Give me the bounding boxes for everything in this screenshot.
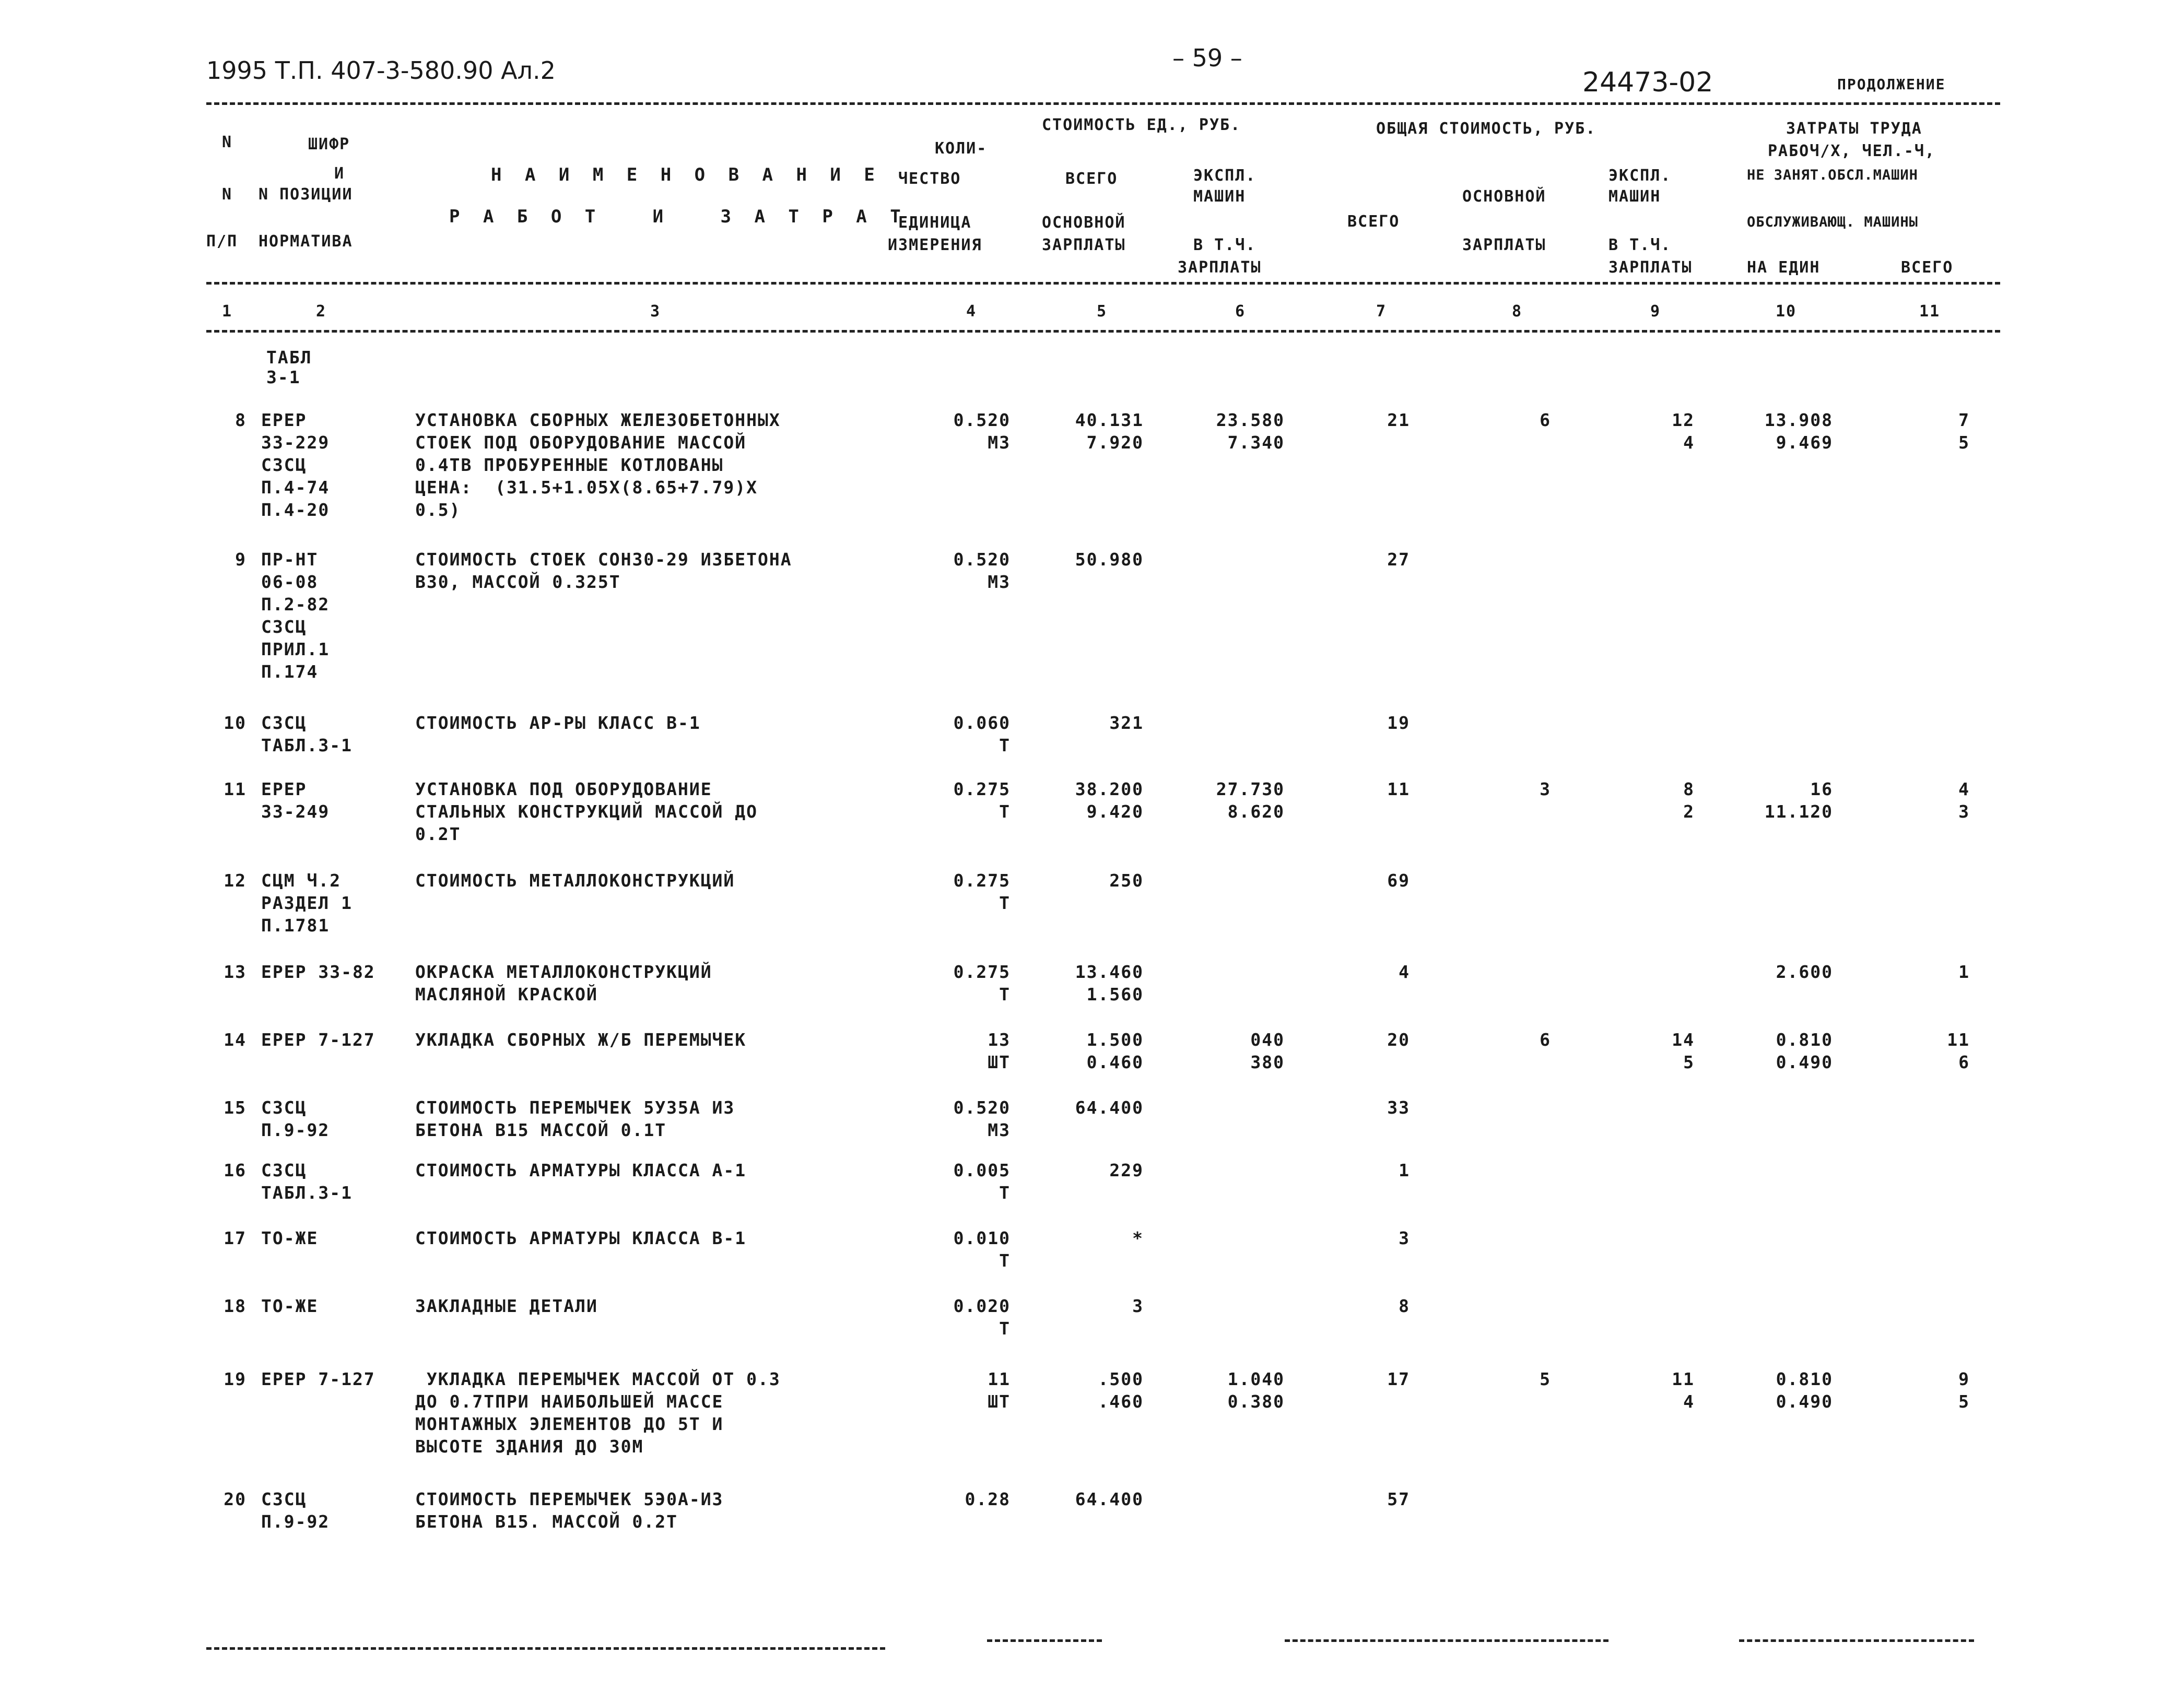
col2-header-line1: ШИФР: [308, 135, 350, 153]
cell-code: СЗСЦ: [261, 617, 307, 637]
cell-c9: 8: [1683, 779, 1695, 799]
cell-qty: Т: [999, 801, 1011, 822]
cell-qty: Т: [999, 1318, 1011, 1339]
total-cost-group-header: ОБЩАЯ СТОИМОСТЬ, РУБ.: [1376, 120, 1596, 138]
cell-name: СТОИМОСТЬ МЕТАЛЛОКОНСТРУКЦИЙ: [415, 870, 735, 891]
cell-name: ЗАКЛАДНЫЕ ДЕТАЛИ: [415, 1296, 598, 1316]
cell-name: СТОИМОСТЬ ПЕРЕМЫЧЕК 5У35А ИЗ: [415, 1097, 735, 1118]
cell-code: П.1781: [261, 915, 330, 936]
cell-c9: 2: [1683, 801, 1695, 822]
cell-c10: 0.490: [1776, 1052, 1833, 1072]
cell-c6: 7.340: [1227, 432, 1285, 453]
column-number-1: 1: [222, 302, 233, 321]
cell-qty: Т: [999, 1183, 1011, 1203]
cell-qty: ШТ: [988, 1391, 1011, 1412]
cell-c7: 19: [1387, 713, 1410, 733]
cell-name: СТОИМОСТЬ ПЕРЕМЫЧЕК 5Э0А-ИЗ: [415, 1489, 724, 1509]
cell-c6: 27.730: [1216, 779, 1285, 799]
cell-c5: 64.400: [1075, 1489, 1144, 1509]
cell-c7: 27: [1387, 549, 1410, 570]
cell-c5: 50.980: [1075, 549, 1144, 570]
header-top-rule: [206, 102, 2000, 105]
col7-header: ВСЕГО: [1347, 212, 1400, 231]
cell-num: 11: [224, 779, 246, 799]
cell-num: 15: [224, 1097, 246, 1118]
cell-code: СЗСЦ: [261, 1160, 307, 1180]
col1-header-line3: П/П: [206, 232, 238, 251]
cell-qty: Т: [999, 984, 1011, 1004]
cell-code: ПРИЛ.1: [261, 639, 330, 659]
cell-name: УКЛАДКА ПЕРЕМЫЧЕК МАССОЙ ОТ 0.3: [415, 1369, 781, 1389]
cell-name: СТОЕК ПОД ОБОРУДОВАНИЕ МАССОЙ: [415, 432, 747, 453]
cell-c5: .460: [1098, 1391, 1144, 1412]
col4-header-line2: ЧЕСТВО: [898, 170, 961, 188]
cell-c11: 5: [1958, 432, 1970, 453]
cell-qty: 0.520: [953, 410, 1011, 430]
cell-name: СТОИМОСТЬ АРМАТУРЫ КЛАССА А-1: [415, 1160, 747, 1180]
column-number-6: 6: [1235, 302, 1246, 321]
cell-c5: 40.131: [1075, 410, 1144, 430]
cell-code: СЗСЦ: [261, 713, 307, 733]
column-number-7: 7: [1376, 302, 1387, 321]
cell-name: 0.5): [415, 500, 461, 520]
cell-qty: 0.010: [953, 1228, 1011, 1248]
col9-header-line4: ЗАРПЛАТЫ: [1608, 258, 1693, 277]
cell-code: П.4-20: [261, 500, 330, 520]
cell-c6: 0.380: [1227, 1391, 1285, 1412]
col8-header-line2: ЗАРПЛАТЫ: [1462, 236, 1546, 254]
cell-name: В30, МАССОЙ 0.325Т: [415, 572, 621, 592]
cell-c7: 33: [1387, 1097, 1410, 1118]
cell-c5: 1.560: [1086, 984, 1144, 1004]
cell-c5: .500: [1098, 1369, 1144, 1389]
column-number-10: 10: [1776, 302, 1797, 321]
col6-header-line1: ЭКСПЛ.: [1193, 167, 1257, 185]
cell-c11: 7: [1958, 410, 1970, 430]
cell-c6: 380: [1250, 1052, 1285, 1072]
cell-c7: 57: [1387, 1489, 1410, 1509]
cell-c11: 11: [1947, 1030, 1970, 1050]
cell-c5: 1.500: [1086, 1030, 1144, 1050]
cell-c11: 6: [1958, 1052, 1970, 1072]
column-number-9: 9: [1650, 302, 1661, 321]
cell-num: 20: [224, 1489, 246, 1509]
cell-c11: 4: [1958, 779, 1970, 799]
cell-qty: 0.005: [953, 1160, 1011, 1180]
document-series: 1995 Т.П. 407-3-580.90 Ал.2: [206, 56, 556, 85]
cell-code: ТАБЛ.3-1: [261, 735, 353, 755]
cell-name: СТОИМОСТЬ СТОЕК СОН30-29 ИЗБЕТОНА: [415, 549, 792, 570]
cell-code: ТАБЛ.3-1: [261, 1183, 353, 1203]
cell-c7: 21: [1387, 410, 1410, 430]
cell-num: 18: [224, 1296, 246, 1316]
cell-c11: 9: [1958, 1369, 1970, 1389]
column-number-8: 8: [1512, 302, 1523, 321]
cell-code: П.174: [261, 661, 319, 682]
col5-header-line2: ОСНОВНОЙ: [1042, 214, 1126, 232]
cell-code: ТО-ЖЕ: [261, 1296, 319, 1316]
cell-code: 33-249: [261, 801, 330, 822]
cell-code: ЕРЕР: [261, 779, 307, 799]
page-number: – 59 –: [1172, 44, 1242, 72]
labor-group-header-line4: ОБСЛУЖИВАЮЩ. МАШИНЫ: [1747, 214, 1918, 230]
cell-c5: *: [1132, 1228, 1144, 1248]
col9-header-line2: МАШИН: [1608, 187, 1661, 206]
cell-code: 33-229: [261, 432, 330, 453]
cell-name: МАСЛЯНОЙ КРАСКОЙ: [415, 984, 598, 1004]
cell-c10: 13.908: [1764, 410, 1833, 430]
cell-c9: 4: [1683, 1391, 1695, 1412]
col9-header-line1: ЭКСПЛ.: [1608, 167, 1672, 185]
labor-group-header-line1: ЗАТРАТЫ ТРУДА: [1786, 120, 1922, 138]
footer-rule-left: [206, 1647, 885, 1650]
cell-c5: 64.400: [1075, 1097, 1144, 1118]
cell-name: ВЫСОТЕ ЗДАНИЯ ДО 30М: [415, 1436, 644, 1457]
cell-qty: М3: [988, 572, 1011, 592]
cell-num: 9: [235, 549, 246, 570]
cell-c5: 229: [1109, 1160, 1144, 1180]
cell-code: ЕРЕР 7-127: [261, 1369, 375, 1389]
col4-header-line4: ИЗМЕРЕНИЯ: [888, 236, 982, 254]
col9-header-line3: В Т.Ч.: [1608, 236, 1672, 254]
cell-c7: 1: [1399, 1160, 1410, 1180]
col10-header: НА ЕДИН: [1747, 258, 1821, 277]
cell-qty: 0.275: [953, 779, 1011, 799]
cell-qty: М3: [988, 432, 1011, 453]
cell-c8: 5: [1540, 1369, 1551, 1389]
cell-name: 0.2Т: [415, 824, 461, 844]
cell-c10: 11.120: [1764, 801, 1833, 822]
cell-code: ЕРЕР 33-82: [261, 962, 375, 982]
cell-code: ЕРЕР 7-127: [261, 1030, 375, 1050]
cell-c5: 321: [1109, 713, 1144, 733]
col2-header-line2: И: [334, 164, 345, 183]
col6-header-line4: ЗАРПЛАТЫ: [1178, 258, 1262, 277]
col5-header-line1: ВСЕГО: [1065, 170, 1118, 188]
cell-c5: 38.200: [1075, 779, 1144, 799]
col1-header-line1: N: [222, 133, 233, 151]
cell-num: 17: [224, 1228, 246, 1248]
cell-c7: 3: [1399, 1228, 1410, 1248]
cell-qty: 0.520: [953, 549, 1011, 570]
cell-qty: 0.28: [965, 1489, 1011, 1509]
cell-code: П.9-92: [261, 1120, 330, 1140]
cell-qty: Т: [999, 735, 1011, 755]
cell-code: СЗСЦ: [261, 455, 307, 475]
cell-name: СТАЛЬНЫХ КОНСТРУКЦИЙ МАССОЙ ДО: [415, 801, 758, 822]
col6-header-line3: В Т.Ч.: [1193, 236, 1257, 254]
col4-header-line3: ЕДИНИЦА: [898, 214, 972, 232]
cell-c5: 0.460: [1086, 1052, 1144, 1072]
col1-header-line2: N: [222, 185, 233, 204]
header-mid-rule: [206, 282, 2000, 285]
cell-code: СЗСЦ: [261, 1097, 307, 1118]
cell-code: РАЗДЕЛ 1: [261, 893, 353, 913]
cell-qty: 0.520: [953, 1097, 1011, 1118]
cell-name: ЦЕНА: (31.5+1.05Х(8.65+7.79)Х: [415, 477, 758, 498]
section-label-line2: 3-1: [266, 367, 301, 387]
footer-rule-right: [1285, 1639, 1608, 1642]
cell-qty: 13: [988, 1030, 1011, 1050]
cell-name: БЕТОНА В15. МАССОЙ 0.2Т: [415, 1511, 678, 1532]
footer-rule-mid: [987, 1639, 1102, 1642]
cell-c8: 3: [1540, 779, 1551, 799]
cell-num: 10: [224, 713, 246, 733]
cell-c11: 1: [1958, 962, 1970, 982]
cell-code: СЦМ Ч.2: [261, 870, 342, 891]
col4-header-line1: КОЛИ-: [935, 139, 988, 158]
cell-name: УСТАНОВКА СБОРНЫХ ЖЕЛЕЗОБЕТОННЫХ: [415, 410, 781, 430]
cell-name: 0.4ТВ ПРОБУРЕННЫЕ КОТЛОВАНЫ: [415, 455, 724, 475]
cell-name: БЕТОНА В15 МАССОЙ 0.1Т: [415, 1120, 667, 1140]
cell-c8: 6: [1540, 410, 1551, 430]
col11-header: ВСЕГО: [1901, 258, 1954, 277]
cell-c5: 9.420: [1086, 801, 1144, 822]
cell-qty: 0.060: [953, 713, 1011, 733]
cell-c6: 23.580: [1216, 410, 1285, 430]
cell-c9: 11: [1672, 1369, 1695, 1389]
cell-c5: 13.460: [1075, 962, 1144, 982]
col2-header-line3: N ПОЗИЦИИ: [259, 185, 353, 204]
footer-rule-end: [1739, 1639, 1974, 1642]
col3-header-line1: Н А И М Е Н О В А Н И Е: [491, 164, 881, 185]
unit-cost-group-header: СТОИМОСТЬ ЕД., РУБ.: [1042, 116, 1241, 134]
cell-c10: 0.810: [1776, 1030, 1833, 1050]
cell-code: П.2-82: [261, 594, 330, 614]
col3-header-line2: Р А Б О Т И З А Т Р А Т: [449, 206, 907, 227]
cell-c7: 8: [1399, 1296, 1410, 1316]
cell-c11: 5: [1958, 1391, 1970, 1412]
cell-qty: М3: [988, 1120, 1011, 1140]
cell-c9: 5: [1683, 1052, 1695, 1072]
column-number-2: 2: [316, 302, 327, 321]
cell-c10: 16: [1810, 779, 1833, 799]
cell-name: УСТАНОВКА ПОД ОБОРУДОВАНИЕ: [415, 779, 712, 799]
cell-code: ТО-ЖЕ: [261, 1228, 319, 1248]
cell-c10: 2.600: [1776, 962, 1833, 982]
cell-c5: 250: [1109, 870, 1144, 891]
cell-c6: 1.040: [1227, 1369, 1285, 1389]
cell-c11: 3: [1958, 801, 1970, 822]
cell-c5: 7.920: [1086, 432, 1144, 453]
cell-code: 06-08: [261, 572, 319, 592]
cell-c10: 0.490: [1776, 1391, 1833, 1412]
cell-c5: 3: [1132, 1296, 1144, 1316]
cell-c6: 8.620: [1227, 801, 1285, 822]
cell-qty: ШТ: [988, 1052, 1011, 1072]
cell-qty: 0.275: [953, 870, 1011, 891]
cell-name: СТОИМОСТЬ АР-РЫ КЛАСС В-1: [415, 713, 701, 733]
cell-code: СЗСЦ: [261, 1489, 307, 1509]
cell-num: 13: [224, 962, 246, 982]
cell-c9: 4: [1683, 432, 1695, 453]
section-label-line1: ТАБЛ: [266, 347, 312, 368]
col5-header-line3: ЗАРПЛАТЫ: [1042, 236, 1126, 254]
cell-code: П.4-74: [261, 477, 330, 498]
cell-name: ОКРАСКА МЕТАЛЛОКОНСТРУКЦИЙ: [415, 962, 712, 982]
cell-num: 14: [224, 1030, 246, 1050]
document-code: 24473-02: [1582, 67, 1713, 98]
cell-c7: 69: [1387, 870, 1410, 891]
cell-c7: 20: [1387, 1030, 1410, 1050]
continuation-label: ПРОДОЛЖЕНИЕ: [1837, 76, 1946, 93]
cell-c7: 11: [1387, 779, 1410, 799]
cell-c9: 12: [1672, 410, 1695, 430]
column-number-3: 3: [650, 302, 661, 321]
cell-qty: 0.020: [953, 1296, 1011, 1316]
cell-num: 8: [235, 410, 246, 430]
labor-group-header-line2: РАБОЧ/Х, ЧЕЛ.-Ч,: [1768, 142, 1935, 160]
col8-header-line1: ОСНОВНОЙ: [1462, 187, 1546, 206]
cell-num: 16: [224, 1160, 246, 1180]
cell-name: УКЛАДКА СБОРНЫХ Ж/Б ПЕРЕМЫЧЕК: [415, 1030, 747, 1050]
col6-header-line2: МАШИН: [1193, 187, 1246, 206]
cell-code: ПР-НТ: [261, 549, 319, 570]
header-bottom-rule: [206, 330, 2000, 333]
cell-qty: 11: [988, 1369, 1011, 1389]
cell-c8: 6: [1540, 1030, 1551, 1050]
cell-c9: 14: [1672, 1030, 1695, 1050]
col2-header-line4: НОРМАТИВА: [259, 232, 353, 251]
cell-num: 12: [224, 870, 246, 891]
cell-c7: 4: [1399, 962, 1410, 982]
cell-name: ДО 0.7ТПРИ НАИБОЛЬШЕЙ МАССЕ: [415, 1391, 724, 1412]
cell-qty: Т: [999, 1250, 1011, 1271]
column-number-4: 4: [966, 302, 977, 321]
cell-code: П.9-92: [261, 1511, 330, 1532]
cell-name: МОНТАЖНЫХ ЭЛЕМЕНТОВ ДО 5Т И: [415, 1414, 724, 1434]
column-number-5: 5: [1097, 302, 1108, 321]
cell-name: СТОИМОСТЬ АРМАТУРЫ КЛАССА В-1: [415, 1228, 747, 1248]
cell-code: ЕРЕР: [261, 410, 307, 430]
cell-c6: 040: [1250, 1030, 1285, 1050]
labor-group-header-line3: НЕ ЗАНЯТ.ОБСЛ.МАШИН: [1747, 167, 1918, 183]
cell-num: 19: [224, 1369, 246, 1389]
column-number-11: 11: [1919, 302, 1941, 321]
cell-c7: 17: [1387, 1369, 1410, 1389]
cell-qty: Т: [999, 893, 1011, 913]
cell-c10: 9.469: [1776, 432, 1833, 453]
cell-qty: 0.275: [953, 962, 1011, 982]
cell-c10: 0.810: [1776, 1369, 1833, 1389]
